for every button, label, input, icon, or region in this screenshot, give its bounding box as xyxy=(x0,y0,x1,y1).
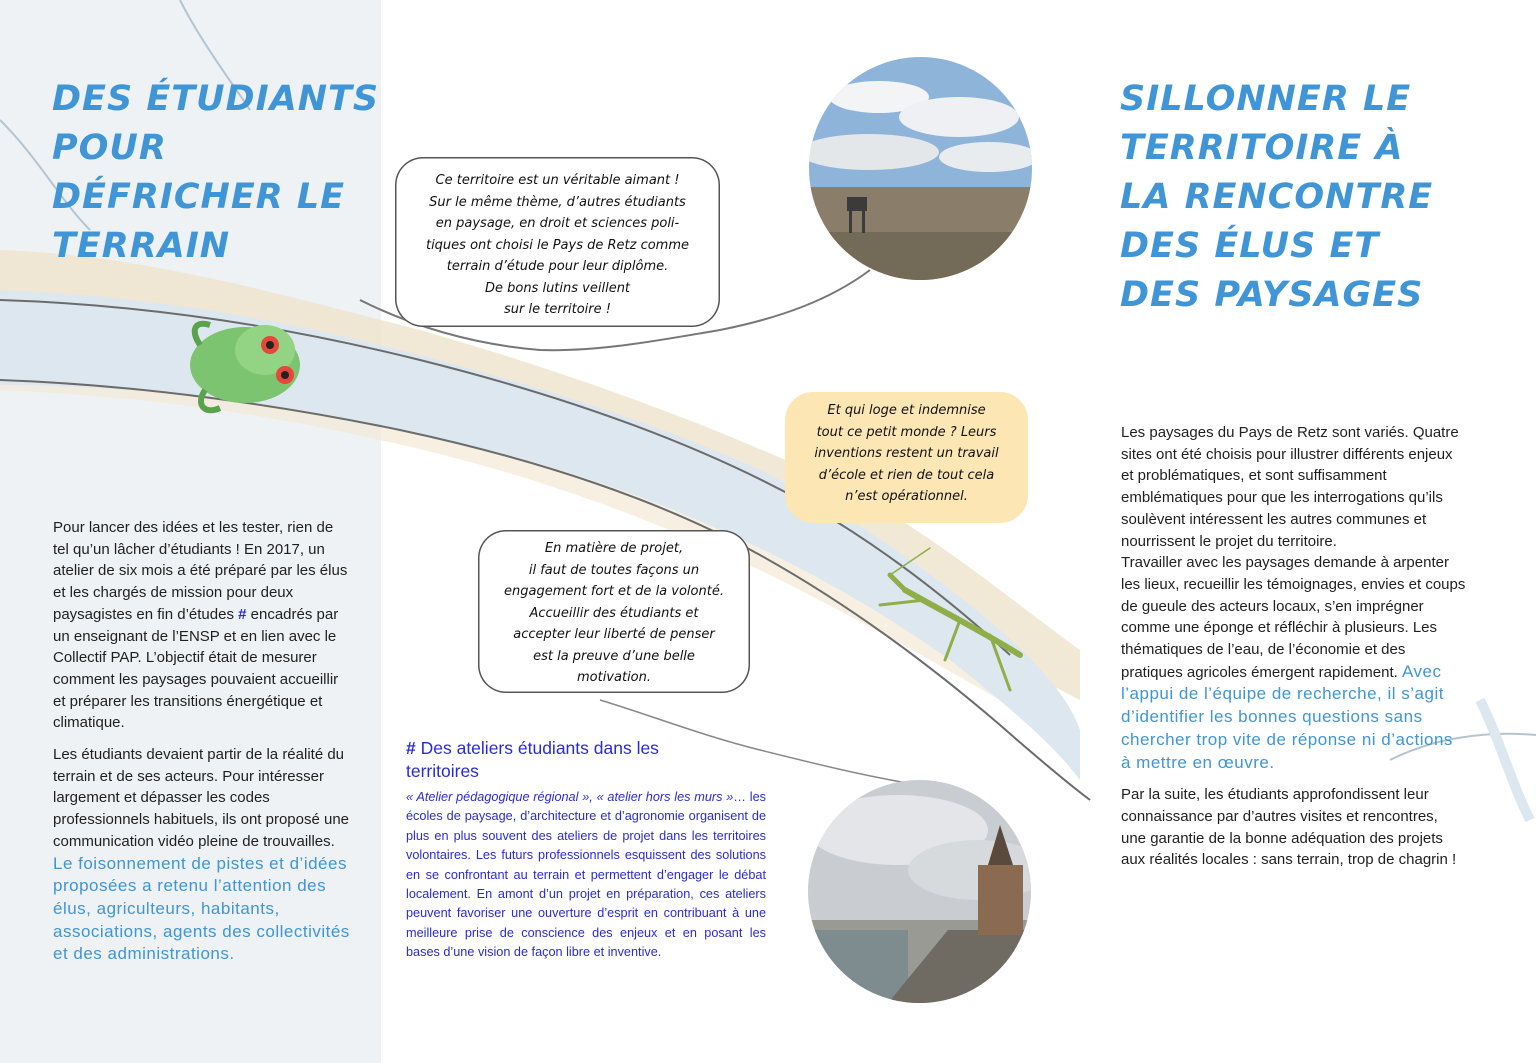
speech-bubble-project xyxy=(478,530,750,693)
left-paragraph-2-highlight: Le foisonnement de pistes et d’idées proposées a retenu l’attention des élus, agriculteurs, habitants, associations, agents des collectivités et des administrations. xyxy=(53,853,350,964)
bubble-line: Accueillir des étudiants et xyxy=(529,605,699,621)
right-body xyxy=(1121,422,1466,881)
right-title-line: TERRITOIRE À xyxy=(1120,128,1404,168)
note-body xyxy=(406,788,766,963)
right-title xyxy=(1120,75,1433,320)
bubble-line: est la preuve d’une belle xyxy=(533,648,695,664)
bubble-line: inventions restent un travail xyxy=(814,446,999,461)
bubble-line: n’est opérationnel. xyxy=(845,489,968,504)
bubble-line: En matière de projet, xyxy=(544,541,684,556)
right-paragraph-2 xyxy=(1121,552,1466,774)
speech-bubble-territory xyxy=(395,157,720,327)
left-paragraph-1 xyxy=(53,517,353,734)
right-paragraph-3: Par la suite, les étudiants approfondissent leur connaissance par d’autres visites et rencontres, une garantie de la bonne adéquation des projets aux réalités locales : sans terrain, trop de chagrin ! xyxy=(1121,786,1457,869)
bubble-line: en paysage, en droit et sciences poli- xyxy=(435,216,680,231)
bubble-line: d’école et rien de tout cela xyxy=(818,467,995,483)
left-paragraph-1-end: encadrés par un enseignant de l’ENSP et en lien avec le Collectif PAP. L’objectif était de mesurer comment les paysages pouvaient accueillir et préparer les transitions énergétique et climatique. xyxy=(53,605,339,732)
note-title xyxy=(406,737,736,783)
bubble-line: accepter leur liberté de penser xyxy=(513,627,715,642)
bubble-line: Sur le même thème, d’autres étudiants xyxy=(429,194,686,210)
bubble-line: il faut de toutes façons un xyxy=(528,562,700,578)
note-quote: « Atelier pédagogique régional », « atelier hors les murs » xyxy=(406,790,734,804)
left-title-line: DES ÉTUDIANTS xyxy=(52,79,380,119)
right-paragraph-2-text: Travailler avec les paysages demande à arpenter les lieux, recueillir les témoignages, envies et coups de gueule des acteurs locaux, s’en imprégner comme une éponge et réfléchir à plusieurs. Les thématiques de l’eau, de l’économie et des pratiques agricoles émergent rapidement. xyxy=(1121,554,1466,681)
bubble-line: De bons lutins veillent xyxy=(484,280,631,296)
left-body xyxy=(53,517,353,976)
bubble-line: tout ce petit monde ? Leurs xyxy=(816,424,997,440)
left-title-line: DÉFRICHER LE xyxy=(52,177,346,217)
bubble-line: terrain d’étude pour leur diplôme. xyxy=(446,259,669,274)
bubble-line: Et qui loge et indemnise xyxy=(827,403,986,418)
beach-photo xyxy=(809,57,1032,280)
bubble-line: Ce territoire est un véritable aimant ! xyxy=(435,173,680,188)
right-title-line: LA RENCONTRE xyxy=(1120,177,1434,217)
bubble-line: tiques ont choisi le Pays de Retz comme xyxy=(425,237,690,253)
note-body-text: … les écoles de paysage, d’architecture et d’agronomie organisent de plus en plus souvent des ateliers de projet dans les territoires volontaires. Les futurs professionnels esquissent des solutions en se confrontant au terrain et permettent d’engager le débat localement. En amont d’un projet en préparation, ces ateliers peuvent favoriser une ouverture d’esprit en contribuant à une meilleure prise de conscience des enjeux et en posant les bases d’une vision de façon libre et inventive. xyxy=(406,790,766,960)
seawall-photo xyxy=(808,780,1031,1003)
bubble-line: motivation. xyxy=(576,670,652,685)
right-title-line: DES PAYSAGES xyxy=(1120,275,1424,315)
left-paragraph-2-text: Les étudiants devaient partir de la réalité du terrain et de ses acteurs. Pour intéresser largement et dépasser les codes professionnels habituels, ils ont proposé une communication vidéo pleine de trouvailles. xyxy=(53,746,350,850)
footnote-hash: # xyxy=(238,605,247,623)
note-title-text: Des ateliers étudiants dans les territoires xyxy=(406,738,659,781)
bubble-line: engagement fort et de la volonté. xyxy=(504,584,724,599)
note-hash: # xyxy=(406,738,416,758)
left-paragraph-1-text: Pour lancer des idées et les tester, rien de tel qu’un lâcher d’étudiants ! En 2017, un atelier de six mois a été préparé par les élus et les chargés de mission pour deux paysagistes en fin d’études xyxy=(53,519,348,623)
left-title xyxy=(52,75,379,271)
left-paragraph-2 xyxy=(53,744,353,966)
right-paragraph-1: Les paysages du Pays de Retz sont variés. Quatre sites ont été choisis pour illustrer différents enjeux et problématiques, et sont suffisamment emblématiques pour que les interrogations qu’ils soulèvent intéressent les autres communes et nourrissent le projet du territoire. xyxy=(1121,424,1459,550)
right-title-line: DES ÉLUS ET xyxy=(1120,226,1380,266)
left-title-line: POUR xyxy=(52,128,167,168)
bubble-line: sur le territoire ! xyxy=(504,302,611,317)
beach-photo-circle xyxy=(809,57,1032,280)
left-title-line: TERRAIN xyxy=(52,226,231,266)
right-paragraph-2-highlight: Avec l’appui de l’équipe de recherche, il s’agit d’identifier les bonnes questions sans chercher trop vite de réponse ni d’actions à mettre en œuvre. xyxy=(1121,661,1453,772)
right-title-line: SILLONNER LE xyxy=(1120,79,1412,119)
seawall-photo-circle xyxy=(808,780,1031,1003)
speech-bubble-funding xyxy=(785,392,1028,523)
